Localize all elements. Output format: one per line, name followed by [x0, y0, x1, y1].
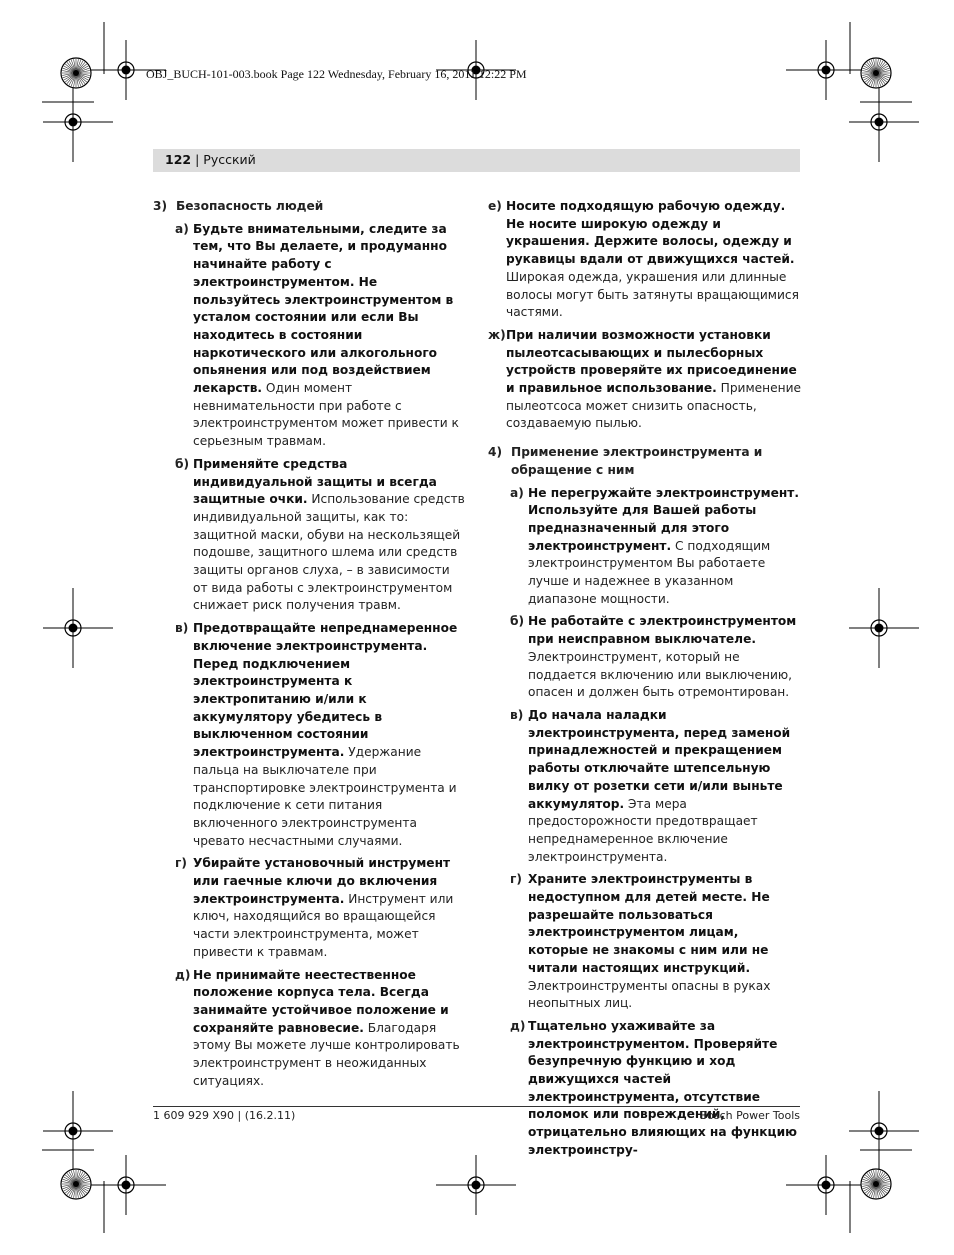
section-4-heading [488, 444, 802, 479]
item-letter: г) [510, 872, 522, 887]
list-item [175, 967, 465, 1091]
item-explanation: Благодаря этому Вы можете лучше контролировать электроинструмент в неожиданных ситуациях. [193, 1020, 460, 1088]
section-3-heading [153, 198, 465, 216]
color-wheel-center [73, 1181, 79, 1187]
list-item [510, 1018, 802, 1160]
footer-brand: Bosch Power Tools [699, 1109, 800, 1122]
item-letter: а) [510, 485, 524, 500]
item-explanation: Эта мера предосторожности предотвращает непреднамеренное включение электроинструмента. [528, 796, 758, 864]
list-item [175, 855, 465, 961]
item-instruction: Не работайте с электроинструментом при неисправном выключателе. [528, 614, 797, 647]
item-instruction: Будьте внимательными, следите за тем, что Вы делаете, и продуманно начинайте работу с электроинструментом. Не пользуйтесь электроинструментом в усталом состоянии или если Вы находитесь в состоянии наркотического или алкогольного опьянения или под воздействием лекарств. [193, 221, 454, 396]
header-language: Русский [203, 152, 256, 167]
item-instruction: Не перегружайте электроинструмент. Используйте для Вашей работы предназначенный для этого электроинструмент. [528, 485, 799, 553]
item-explanation: С подходящим электроинструментом Вы работаете лучше и надежнее в указанном диапазоне мощности. [528, 538, 771, 606]
footer-doc-number: 1 609 929 X90 | (16.2.11) [153, 1109, 296, 1122]
page-number: 122 [165, 152, 192, 167]
item-letter: д) [175, 967, 191, 982]
item-letter: б) [175, 456, 190, 471]
list-item [488, 198, 802, 322]
color-wheel-center [73, 70, 79, 76]
item-letter: ж) [488, 327, 506, 342]
left-column [153, 198, 465, 1095]
item-instruction: Убирайте установочный инструмент или гаечные ключи до включения электроинструмента. [193, 856, 451, 906]
footer-rule [153, 1106, 800, 1107]
section-title: Безопасность людей [176, 199, 324, 213]
list-item [510, 613, 802, 702]
item-instruction: Предотвращайте непреднамеренное включение электроинструмента. Перед подключением электроинструмента к электропитанию и/или к аккумулятору убедитесь в выключенном состоянии электроинструмента. [193, 621, 458, 760]
page-header [165, 152, 256, 167]
section-number: 3) [153, 199, 168, 213]
color-wheel-center [873, 70, 879, 76]
list-item [175, 456, 465, 615]
item-explanation: Широкая одежда, украшения или длинные волосы могут быть затянуты вращающимися частями. [506, 269, 799, 320]
list-item [510, 485, 802, 609]
item-instruction: Не принимайте неестественное положение корпуса тела. Всегда занимайте устойчивое положение и сохраняйте равновесие. [193, 967, 449, 1035]
item-letter: в) [175, 621, 189, 636]
header-separator: | [195, 152, 200, 167]
item-instruction: При наличии возможности установки пылеотсасывающих и пылесборных устройств проверяйте их присоединение и правильное использование. [506, 327, 797, 396]
list-item [510, 871, 802, 1013]
right-column [488, 198, 802, 1165]
item-explanation: Использование средств индивидуальной защиты, как то: защитной маски, обуви на нескользящей подошве, защитного шлема или средств защиты органов слуха, – в зависимости от вида работы с электроинструментом снижает риск получения травм. [193, 492, 465, 613]
item-letter: а) [175, 221, 189, 236]
print-meta-line: OBJ_BUCH-101-003.book Page 122 Wednesday, February 16, 2011 12:22 PM [146, 67, 527, 81]
item-explanation: Инструмент или ключ, находящийся во вращающейся части электроинструмента, может привести к травмам. [193, 891, 454, 959]
list-item [175, 620, 465, 850]
item-letter: б) [510, 614, 525, 629]
color-wheel-center [873, 1181, 879, 1187]
list-item [488, 327, 802, 433]
item-explanation: Электроинструменты опасны в руках неопытных лиц. [528, 978, 771, 1011]
item-instruction: До начала наладки электроинструмента, перед заменой принадлежностей и прекращением работы отключайте штепсельную вилку от розетки сети и/или выньте аккумулятор. [528, 707, 791, 811]
list-item [510, 707, 802, 866]
item-instruction: Носите подходящую рабочую одежду. Не носите широкую одежду и украшения. Держите волосы, одежду и рукавицы вдали от движущихся частей. [506, 199, 795, 267]
item-instruction: Тщательно ухаживайте за электроинструментом. Проверяйте безупречную функцию и ход движущихся частей электроинструмента, отсутствие поломок или повреждений, отрицательно влияющих на функцию электроинстру- [528, 1018, 797, 1157]
item-letter: д) [510, 1018, 526, 1033]
item-letter: г) [175, 856, 187, 871]
item-explanation: Применение пылеотсоса может снизить опасность, создаваемую пылью. [506, 381, 802, 431]
section-title: Применение электроинструмента и обращение с ним [511, 445, 763, 477]
item-instruction: Применяйте средства индивидуальной защиты и всегда защитные очки. [193, 456, 437, 507]
item-letter: в) [510, 707, 524, 722]
item-letter: е) [488, 199, 502, 213]
list-item [175, 221, 465, 451]
item-instruction: Храните электроинструменты в недоступном для детей месте. Не разрешайте пользоваться электроинструментом лицам, которые не знакомы с ним или не читали настоящих инструкций. [528, 872, 770, 975]
item-explanation: Удержание пальца на выключателе при транспортировке электроинструмента и подключение к сети питания включенного электроинструмента чревато несчастными случаями. [193, 745, 457, 848]
section-number: 4) [488, 445, 503, 460]
item-explanation: Электроинструмент, который не поддается включению или выключению, опасен и должен быть отремонтирован. [528, 649, 793, 700]
item-explanation: Один момент невнимательности при работе с электроинструментом может привести к серьезным травмам. [193, 381, 459, 449]
